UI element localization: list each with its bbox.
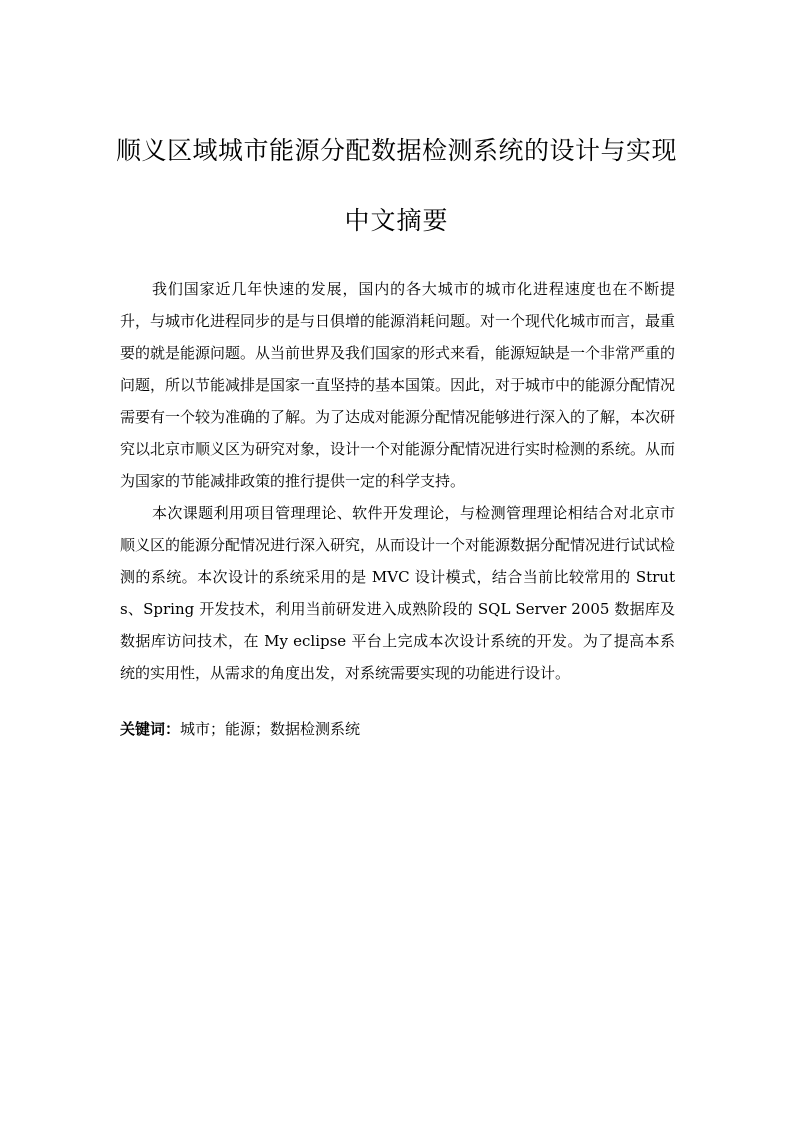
abstract-heading: 中文摘要 <box>344 206 449 235</box>
keywords-line <box>120 713 675 745</box>
keywords-label: 关键词： <box>120 720 181 738</box>
document-title: 顺义区域城市能源分配数据检测系统的设计与实现 <box>115 136 677 165</box>
keywords-value: 城市；能源；数据检测系统 <box>180 720 361 738</box>
abstract-body <box>120 273 675 689</box>
abstract-paragraph-2: 本次课题利用项目管理理论、软件开发理论，与检测管理理论相结合对北京市顺义区的能源分配情况进行深入研究，从而设计一个对能源数据分配情况进行试试检测的系统。本次设计的系统采用的是 MVC 设计模式，结合当前比较常用的 Struts、Spring 开发技术，利用当前研发进入成熟阶段的 SQL Server 2005 数据库及数据库访问技术，在 My eclipse 平台上完成本次设计系统的开发。为了提高本系统的实用性，从需求的角度出发，对系统需要实现的功能进行设计。 <box>120 504 676 682</box>
abstract-paragraph-1: 我们国家近几年快速的发展，国内的各大城市的城市化进程速度也在不断提升，与城市化进程同步的是与日俱增的能源消耗问题。对一个现代化城市而言，最重要的就是能源问题。从当前世界及我们国家的形式来看，能源短缺是一个非常严重的问题，所以节能减排是国家一直坚持的基本国策。因此，对于城市中的能源分配情况需要有一个较为准确的了解。为了达成对能源分配情况能够进行深入的了解，本次研究以北京市顺义区为研究对象，设计一个对能源分配情况进行实时检测的系统。从而为国家的节能减排政策的推行提供一定的科学支持。 <box>120 280 676 490</box>
